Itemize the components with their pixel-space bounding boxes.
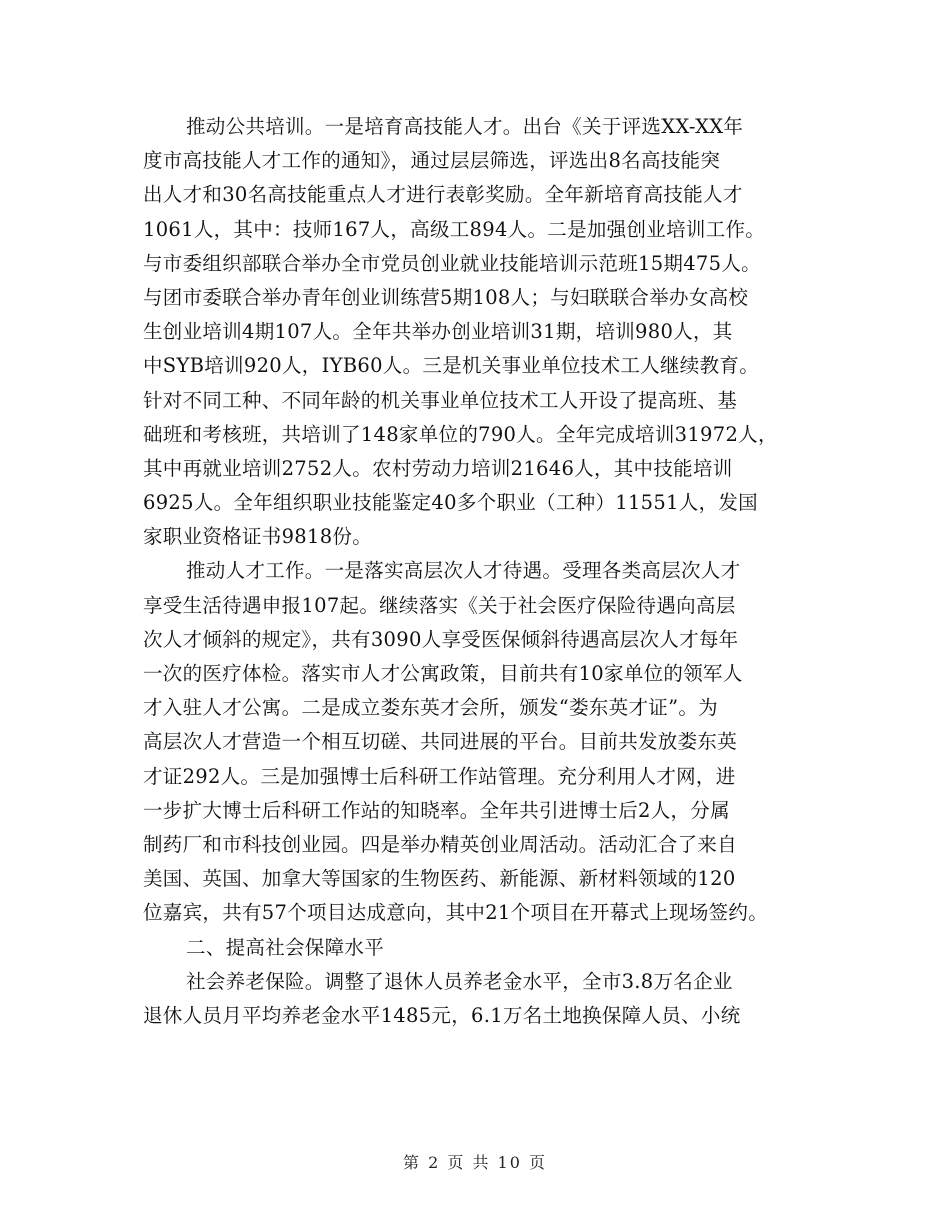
- paragraph-line: 推动人才工作。一是落实高层次人才待遇。受理各类高层次人才: [186, 559, 741, 583]
- page-number-footer: 第 2 页 共 10 页: [403, 1153, 547, 1172]
- paragraph-line: 位嘉宾，共有57个项目达成意向，其中21个项目在开幕式上现场签约。: [143, 901, 769, 925]
- paragraph-line: 6925人。全年组织职业技能鉴定40多个职业（工种）11551人，发国: [143, 491, 758, 515]
- paragraph-line: 社会养老保险。调整了退休人员养老金水平，全市3.8万名企业: [186, 969, 733, 993]
- paragraph-line: 一次的医疗体检。落实市人才公寓政策，目前共有10家单位的领军人: [143, 662, 743, 685]
- paragraph-line: 制药厂和市科技创业园。四是举办精英创业周活动。活动汇合了来自: [143, 832, 738, 856]
- paragraph-line: 出人才和30名高技能重点人才进行表彰奖励。全年新培育高技能人才: [143, 183, 743, 207]
- paragraph-line: 度市高技能人才工作的通知》，通过层层筛选，评选出8名高技能突: [143, 149, 721, 173]
- paragraph-line: 高层次人才营造一个相互切磋、共同进展的平台。目前共发放娄东英: [143, 730, 738, 754]
- paragraph-line: 针对不同工种、不同年龄的机关事业单位技术工人开设了提高班、基: [143, 388, 738, 412]
- paragraph-line: 生创业培训4期107人。全年共举办创业培训31期，培训980人，其: [143, 320, 733, 344]
- paragraph-line: 1061人，其中：技师167人，高级工894人。二是加强创业培训工作。: [143, 217, 766, 241]
- paragraph-line: 享受生活待遇申报107起。继续落实《关于社会医疗保险待遇向高层: [143, 593, 736, 617]
- document-body: [143, 110, 833, 1033]
- paragraph-line: 家职业资格证书9818份。: [143, 525, 373, 549]
- paragraph-line: 才入驻人才公寓。二是成立娄东英才会所，颁发“娄东英才证”。为: [143, 696, 718, 720]
- section-heading: 二、提高社会保障水平: [186, 935, 385, 959]
- paragraph-line: 一步扩大博士后科研工作站的知晓率。全年共引进博士后2人，分属: [143, 798, 730, 822]
- paragraph-line: 与团市委联合举办青年创业训练营5期108人；与妇联联合举办女高校: [143, 285, 749, 309]
- paragraph-line: 中SYB培训920人，IYB60人。三是机关事业单位技术工人继续教育。: [143, 354, 759, 378]
- paragraph-line: 美国、英国、加拿大等国家的生物医药、新能源、新材料领域的120: [143, 867, 736, 891]
- paragraph-line: 与市委组织部联合举办全市党员创业就业技能培训示范班15期475人。: [143, 251, 761, 275]
- paragraph-line: 才证292人。三是加强博士后科研工作站管理。充分利用人才网，进: [143, 764, 736, 788]
- paragraph-line: 退休人员月平均养老金水平1485元，6.1万名土地换保障人员、小统: [143, 1003, 741, 1027]
- paragraph-line: 推动公共培训。一是培育高技能人才。出台《关于评选XX-XX年: [186, 115, 744, 138]
- paragraph-line: 础班和考核班，共培训了148家单位的790人。全年完成培训31972人，: [143, 422, 778, 446]
- paragraph-line: 次人才倾斜的规定》，共有3090人享受医保倾斜待遇高层次人才每年: [143, 627, 739, 651]
- paragraph-line: 其中再就业培训2752人。农村劳动力培训21646人，其中技能培训: [143, 456, 733, 480]
